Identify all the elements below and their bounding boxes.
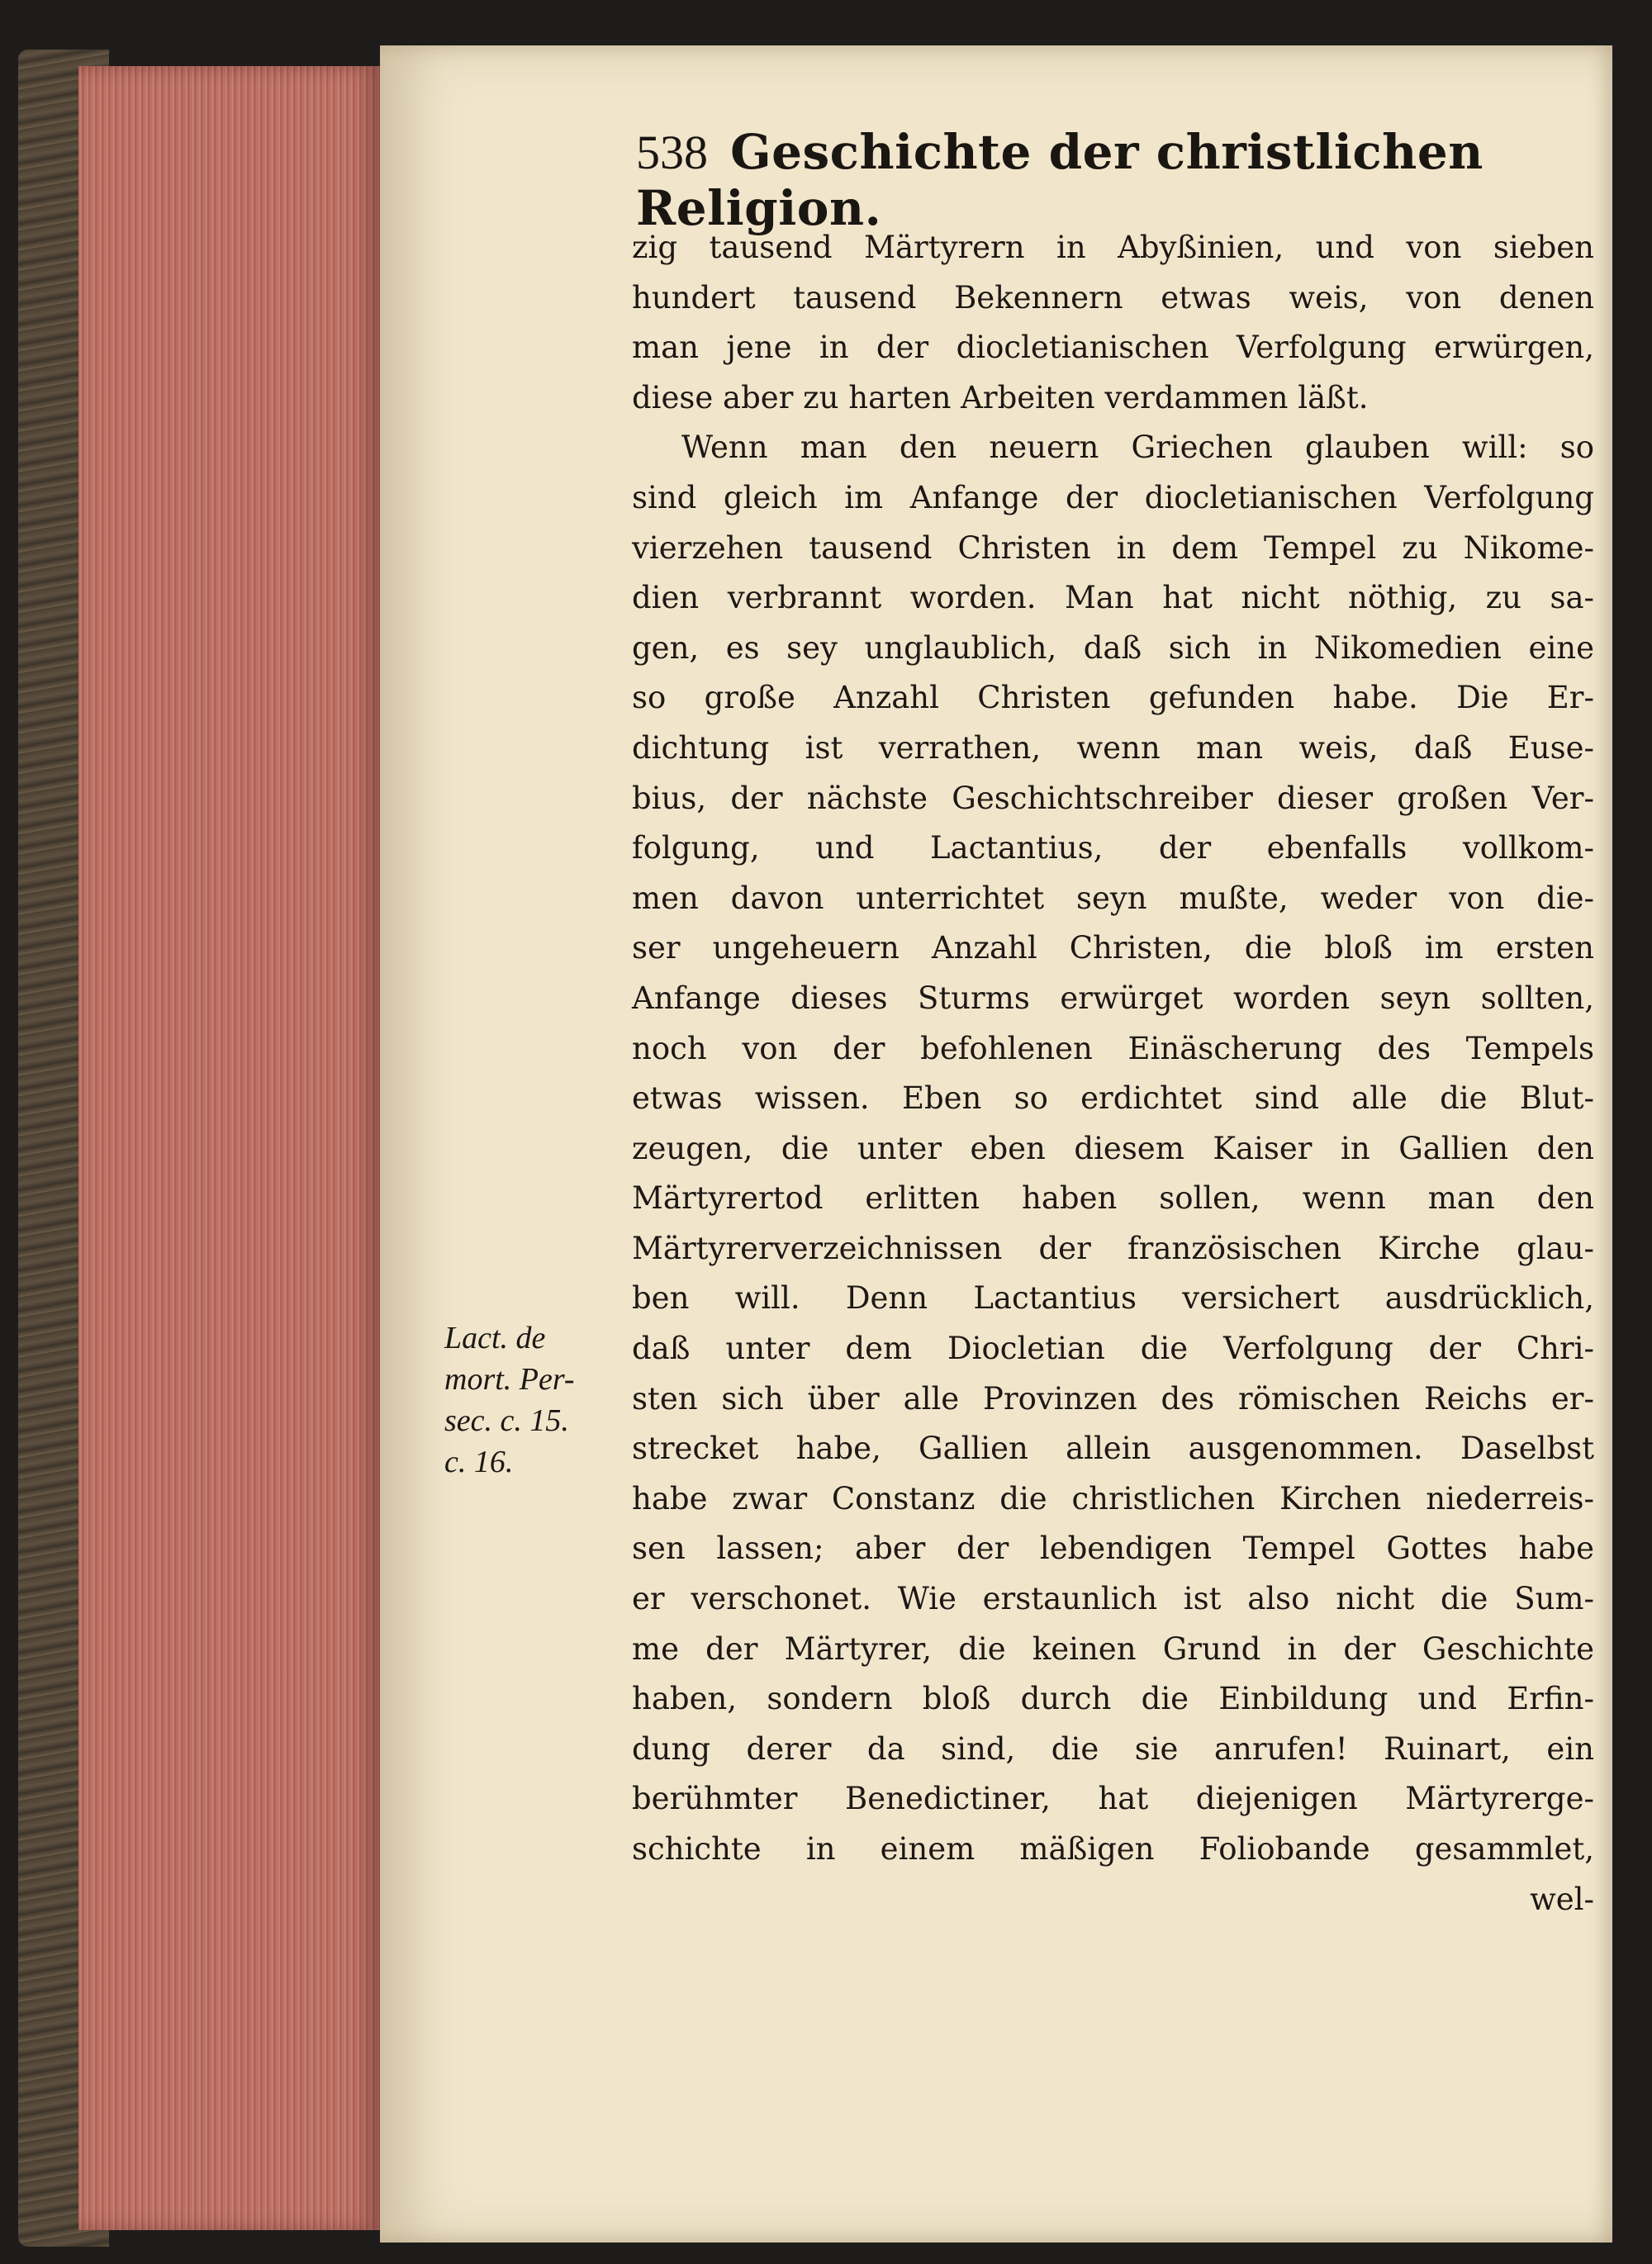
text-line: dien verbrannt worden. Man hat nicht nöthig, zu sa- bbox=[632, 580, 1594, 616]
text-line: Wenn man den neuern Griechen glauben will: so bbox=[681, 430, 1594, 466]
text-line: sind gleich im Anfange der diocletianischen Verfolgung bbox=[632, 479, 1594, 515]
text-line: Anfange dieses Sturms erwürget worden seyn sollten, bbox=[632, 980, 1594, 1016]
text-line: habe zwar Constanz die christlichen Kirchen niederreis- bbox=[632, 1480, 1594, 1516]
text-line: dung derer da sind, die sie anrufen! Ruinart, ein bbox=[632, 1730, 1594, 1767]
text-line: ben will. Denn Lactantius versichert ausdrücklich, bbox=[632, 1280, 1594, 1317]
text-line: ser ungeheuern Anzahl Christen, die bloß im ersten bbox=[632, 930, 1594, 966]
text-line: folgung, und Lactantius, der ebenfalls vollkom- bbox=[632, 830, 1594, 866]
text-line: sten sich über alle Provinzen des römischen Reichs er- bbox=[632, 1380, 1594, 1417]
text-line: dichtung ist verrathen, wenn man weis, daß Euse- bbox=[632, 729, 1594, 766]
margin-note-line: c. 16. bbox=[444, 1445, 514, 1479]
book-page bbox=[380, 45, 1612, 2243]
margin-note-line: Lact. de bbox=[444, 1321, 546, 1355]
text-line: men davon unterrichtet seyn mußte, weder von die- bbox=[632, 880, 1594, 916]
text-line: er verschonet. Wie erstaunlich ist also nicht die Sum- bbox=[632, 1581, 1594, 1617]
text-line: so große Anzahl Christen gefunden habe. Die Er- bbox=[632, 680, 1594, 716]
catchword: wel- bbox=[1530, 1881, 1594, 1917]
text-line: vierzehen tausend Christen in dem Tempel zu Nikome- bbox=[632, 529, 1594, 566]
body-text bbox=[632, 223, 1594, 1925]
text-line: zig tausend Märtyrern in Abyßinien, und von sieben bbox=[632, 230, 1594, 265]
text-line: haben, sondern bloß durch die Einbildung und Erfin- bbox=[632, 1681, 1594, 1717]
text-line: zeugen, die unter eben diesem Kaiser in Gallien den bbox=[632, 1130, 1594, 1166]
text-line: gen, es sey unglaublich, daß sich in Nikomedien eine bbox=[632, 629, 1594, 666]
text-line: me der Märtyrer, die keinen Grund in der Geschichte bbox=[632, 1630, 1594, 1667]
text-line: daß unter dem Diocletian die Verfolgung der Chri- bbox=[632, 1331, 1594, 1367]
text-line: etwas wissen. Eben so erdichtet sind alle die Blut- bbox=[632, 1080, 1594, 1117]
text-line: man jene in der diocletianischen Verfolgung erwürgen, bbox=[632, 330, 1594, 366]
running-title: Geschichte der christlichen Religion. bbox=[636, 124, 1483, 236]
text-line: berühmter Benedictiner, hat diejenigen Märtyrerge- bbox=[632, 1781, 1594, 1817]
text-line: diese aber zu harten Arbeiten verdammen läßt. bbox=[632, 379, 1369, 415]
margin-note-line: mort. Per- bbox=[444, 1362, 575, 1397]
text-line: hundert tausend Bekennern etwas weis, von denen bbox=[632, 279, 1594, 316]
text-line: sen lassen; aber der lebendigen Tempel Gottes habe bbox=[632, 1531, 1594, 1567]
margin-note-line: sec. c. 15. bbox=[444, 1403, 569, 1438]
margin-note bbox=[444, 1317, 618, 1483]
page-number: 538 bbox=[636, 126, 708, 179]
page-header bbox=[636, 124, 1586, 236]
text-line: noch von der befohlenen Einäscherung des Tempels bbox=[632, 1030, 1594, 1066]
text-line: Märtyrerverzeichnissen der französischen Kirche glau- bbox=[632, 1230, 1594, 1266]
text-line: Märtyrertod erlitten haben sollen, wenn man den bbox=[632, 1180, 1594, 1217]
page-edges bbox=[78, 66, 380, 2230]
text-line: schichte in einem mäßigen Foliobande gesammlet, bbox=[632, 1831, 1594, 1867]
text-line: strecket habe, Gallien allein ausgenommen. Daselbst bbox=[632, 1431, 1594, 1467]
text-line: bius, der nächste Geschichtschreiber dieser großen Ver- bbox=[632, 780, 1594, 816]
